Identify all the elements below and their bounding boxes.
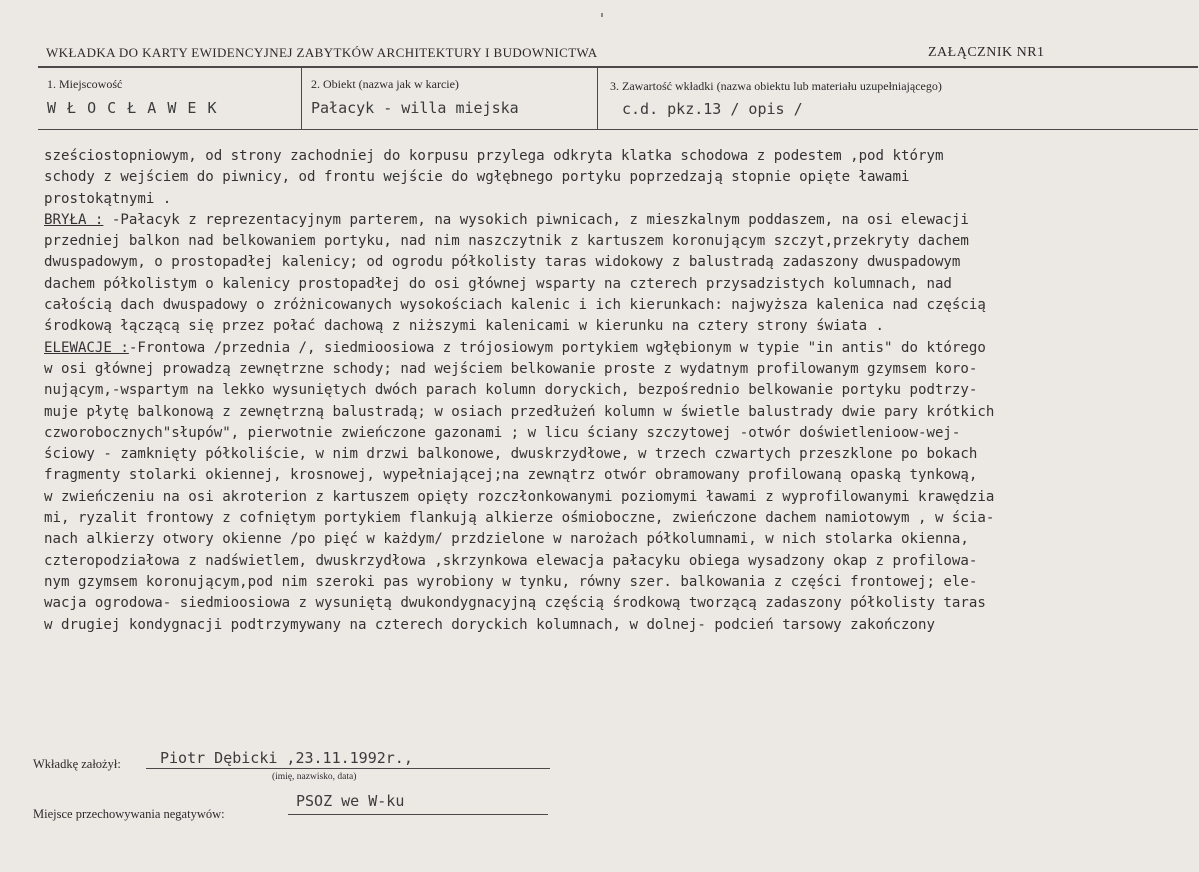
description-text (44, 146, 1194, 636)
text-line (44, 487, 1194, 508)
storage-value: PSOZ we W-ku (296, 792, 405, 810)
line-text: w osi głównej prowadzą zewnętrzne schody; nad wejściem belkowanie proste z wydatnym profilowanym gzymsem koro- (44, 360, 978, 377)
author-line (146, 768, 550, 769)
text-line (44, 380, 1194, 401)
line-text: schody z wejściem do piwnicy, od frontu wejście do wgłębnego portyku poprzedzają stopnie opięte ławami (44, 169, 910, 186)
line-text: mi, ryzalit frontowy z cofniętym portykiem flankują alkierze ośmioboczne, zwieńczone dachem namiotowym , w ścia- (44, 510, 995, 527)
line-text: muje płytę balkonową z zewnętrzną balustradą; w osiach przedłużeń kolumn w świetle balustrady dwie pary krótkich (44, 403, 995, 420)
locality-value: W Ł O C Ł A W E K (47, 99, 218, 117)
text-line (44, 444, 1194, 465)
object-label: 2. Obiekt (nazwa jak w karcie) (311, 77, 459, 91)
line-text: czteropodziałowa z nadświetlem, dwuskrzydłowa ,skrzynkowa elewacja pałacyku obiega wysadzony okap z profilowa- (44, 552, 978, 569)
section-heading: BRYŁA : (44, 211, 104, 228)
line-text: prostokątnymi . (44, 190, 172, 207)
contents-value: c.d. pkz.13 / opis / (622, 100, 803, 118)
text-line (44, 316, 1194, 337)
text-line (44, 508, 1194, 529)
locality-label: 1. Miejscowość (47, 77, 123, 91)
paper-mark (601, 13, 603, 17)
text-line (44, 402, 1194, 423)
author-caption: (imię, nazwisko, data) (272, 772, 357, 782)
text-line (44, 551, 1194, 572)
text-line (44, 572, 1194, 593)
text-line (44, 274, 1194, 295)
text-line (44, 210, 1194, 231)
line-text: nującym,-wspartym na lekko wysuniętych dwóch parach kolumn doryckich, bezpośrednio belkowanie portyku podtrzy- (44, 382, 978, 399)
line-text: sześciostopniowym, od strony zachodniej do korpusu przylega odkryta klatka schodowa z podestem ,pod którym (44, 148, 944, 164)
line-text: ściowy - zamknięty półkoliście, w nim drzwi balkonowe, dwuskrzydłowe, w trzech czwartych przeszklone po bokach (44, 446, 978, 463)
line-text: -Pałacyk z reprezentacyjnym parterem, na wysokich piwnicach, z mieszkalnym poddaszem, na osi elewacji (103, 211, 969, 228)
line-text: w drugiej kondygnacji podtrzymywany na czterech doryckich kolumnach, w dolnej- podcień tarsowy zakończony (44, 616, 935, 633)
line-text: nach alkierzy otwory okienne /po pięć w każdym/ przdzielone w narożach półkolumnami, w nich stolarka okienna, (44, 531, 969, 548)
line-text: dwuspadowym, o prostopadłej kalenicy; od ogrodu półkolisty taras widokowy z balustradą zadaszony dwuspadowym (44, 254, 961, 271)
line-text: -Frontowa /przednia /, siedmioosiowa z trójosiowym portykiem wgłębionym w typie "in antis" do którego (128, 339, 986, 356)
line-text: w zwieńczeniu na osi akroterion z kartuszem opięty rozczłonkowanymi poziomymi ławami z wyprofilowanymi krawędzia (44, 488, 995, 505)
line-text: przedniej balkon nad belkowaniem portyku, nad nim naszczytnik z kartuszem koronującym szczyt,przekryty dachem (44, 233, 969, 250)
text-line (44, 529, 1194, 550)
text-line (44, 465, 1194, 486)
text-line (44, 423, 1194, 444)
line-text: fragmenty stolarki okiennej, krosnowej, wypełniającej;na zewnątrz otwór obramowany profilowaną opaską tynkową, (44, 467, 978, 484)
text-line (44, 295, 1194, 316)
field-divider-1 (301, 67, 302, 129)
section-heading: ELEWACJE : (44, 339, 129, 356)
annex-number: ZAŁĄCZNIK NR1 (928, 45, 1045, 60)
line-text: dachem półkolistym o kalenicy prostopadłej do osi głównej wsparty na czterech przysadzistych kolumnach, nad (44, 275, 952, 292)
text-line (44, 231, 1194, 252)
contents-label: 3. Zawartość wkładki (nazwa obiektu lub materiału uzupełniającego) (610, 79, 942, 93)
card-title: WKŁADKA DO KARTY EWIDENCYJNEJ ZABYTKÓW ARCHITEKTURY I BUDOWNICTWA (46, 45, 598, 60)
line-text: czworobocznych"słupów", pierwotnie zwieńczone gazonami ; w licu ściany szczytowej -otwór doświetlenioow-wej- (44, 424, 961, 441)
header-rule-top (38, 66, 1198, 68)
line-text: całością dach dwuspadowy o zróżnicowanych wysokościach kalenic i ich kierunkach: najwyższa kalenica nad częścią (44, 297, 986, 314)
text-line (44, 615, 1194, 636)
storage-line (288, 814, 548, 815)
line-text: wacja ogrodowa- siedmioosiowa z wysuniętą dwukondygnacyjną częścią środkową tworzącą zadaszony półkolisty taras (44, 595, 986, 612)
storage-label: Miejsce przechowywania negatywów: (33, 807, 225, 821)
field-divider-2 (597, 67, 598, 129)
author-label: Wkładkę założył: (33, 757, 121, 771)
line-text: środkową łączącą się przez połać dachową z niższymi kalenicami w kierunku na cztery strony świata . (44, 318, 885, 335)
object-value: Pałacyk - willa miejska (311, 99, 519, 117)
header-rule-bottom (38, 129, 1198, 130)
text-line (44, 359, 1194, 380)
text-line (44, 252, 1194, 273)
line-text: nym gzymsem koronującym,pod nim szeroki pas wyrobiony w tynku, równy szer. balkowania z części frontowej; ele- (44, 573, 978, 590)
text-line (44, 146, 1194, 167)
author-value: Piotr Dębicki ,23.11.1992r., (160, 749, 413, 767)
text-line (44, 167, 1194, 188)
text-line (44, 338, 1194, 359)
text-line (44, 593, 1194, 614)
text-line (44, 189, 1194, 210)
